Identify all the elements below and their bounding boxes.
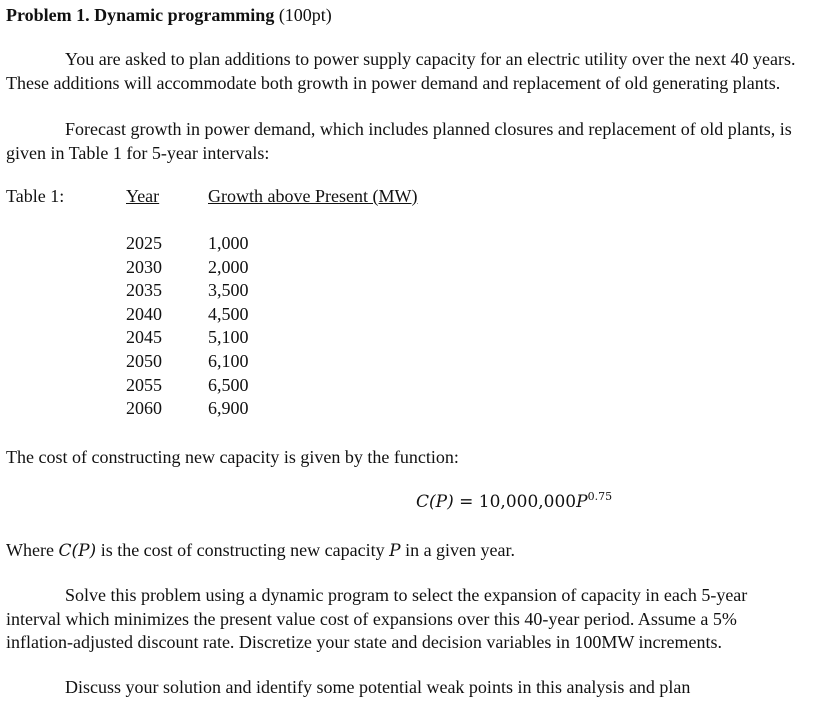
growth-cell: 4,500 bbox=[208, 303, 249, 324]
growth-column bbox=[208, 232, 249, 421]
year-cell: 2055 bbox=[126, 374, 162, 395]
where-middle: is the cost of constructing new capacity bbox=[96, 540, 390, 560]
where-symbol: C(P) bbox=[58, 541, 97, 561]
year-cell: 2025 bbox=[126, 233, 162, 253]
discuss-paragraph bbox=[6, 676, 796, 700]
where-prefix: Where bbox=[6, 540, 59, 560]
formula-lhs: C(P) bbox=[416, 492, 454, 512]
year-cell: 2060 bbox=[126, 398, 162, 419]
forecast-paragraph bbox=[6, 118, 796, 165]
year-cell: 2030 bbox=[126, 256, 162, 277]
table-label: Table 1: bbox=[6, 186, 65, 206]
growth-cell: 5,100 bbox=[208, 327, 249, 348]
year-column bbox=[126, 232, 162, 421]
growth-cell: 1,000 bbox=[208, 233, 249, 253]
intro-paragraph bbox=[6, 48, 796, 95]
cost-intro-paragraph: The cost of constructing new capacity is given by the function: bbox=[6, 447, 459, 467]
where-suffix: in a given year. bbox=[400, 540, 516, 560]
solve-paragraph bbox=[6, 584, 796, 655]
formula-equals: = bbox=[453, 492, 479, 512]
intro-text: You are asked to plan additions to power supply capacity for an electric utility over the next 40 years. These additions will accommodate both growth in power demand and replacement of old generating plants. bbox=[6, 49, 796, 93]
forecast-text: Forecast growth in power demand, which includes planned closures and replacement of old plants, is given in Table 1 for 5-year intervals: bbox=[6, 119, 792, 163]
discuss-text: Discuss your solution and identify some potential weak points in this analysis and plan bbox=[65, 677, 691, 697]
growth-cell: 6,500 bbox=[208, 374, 249, 395]
year-cell: 2050 bbox=[126, 350, 162, 371]
problem-points: (100pt) bbox=[278, 5, 332, 25]
problem-label: Problem 1. Dynamic programming bbox=[6, 5, 275, 25]
growth-cell: 6,100 bbox=[208, 350, 249, 371]
growth-cell: 2,000 bbox=[208, 256, 249, 277]
cost-formula bbox=[416, 490, 612, 512]
growth-cell: 6,900 bbox=[208, 398, 249, 419]
where-variable: P bbox=[389, 541, 401, 561]
solve-text: Solve this problem using a dynamic program to select the expansion of capacity in each 5-year interval which minimizes the present value cost of expansions over this 40-year period. Assume a 5% inflation-adjusted discount rate. Discretize your state and decision variables in 100MW increments. bbox=[6, 585, 748, 652]
formula-variable: P bbox=[576, 492, 588, 512]
table-header-year: Year bbox=[126, 186, 160, 206]
growth-cell: 3,500 bbox=[208, 280, 249, 301]
formula-coefficient: 10,000,000 bbox=[478, 492, 577, 512]
formula-exponent: 0.75 bbox=[587, 490, 613, 503]
table-header-growth: Growth above Present (MW) bbox=[208, 186, 418, 206]
problem-title bbox=[6, 4, 332, 26]
year-cell: 2035 bbox=[126, 280, 162, 301]
year-cell: 2045 bbox=[126, 327, 162, 348]
where-line bbox=[6, 539, 515, 562]
year-cell: 2040 bbox=[126, 303, 162, 324]
